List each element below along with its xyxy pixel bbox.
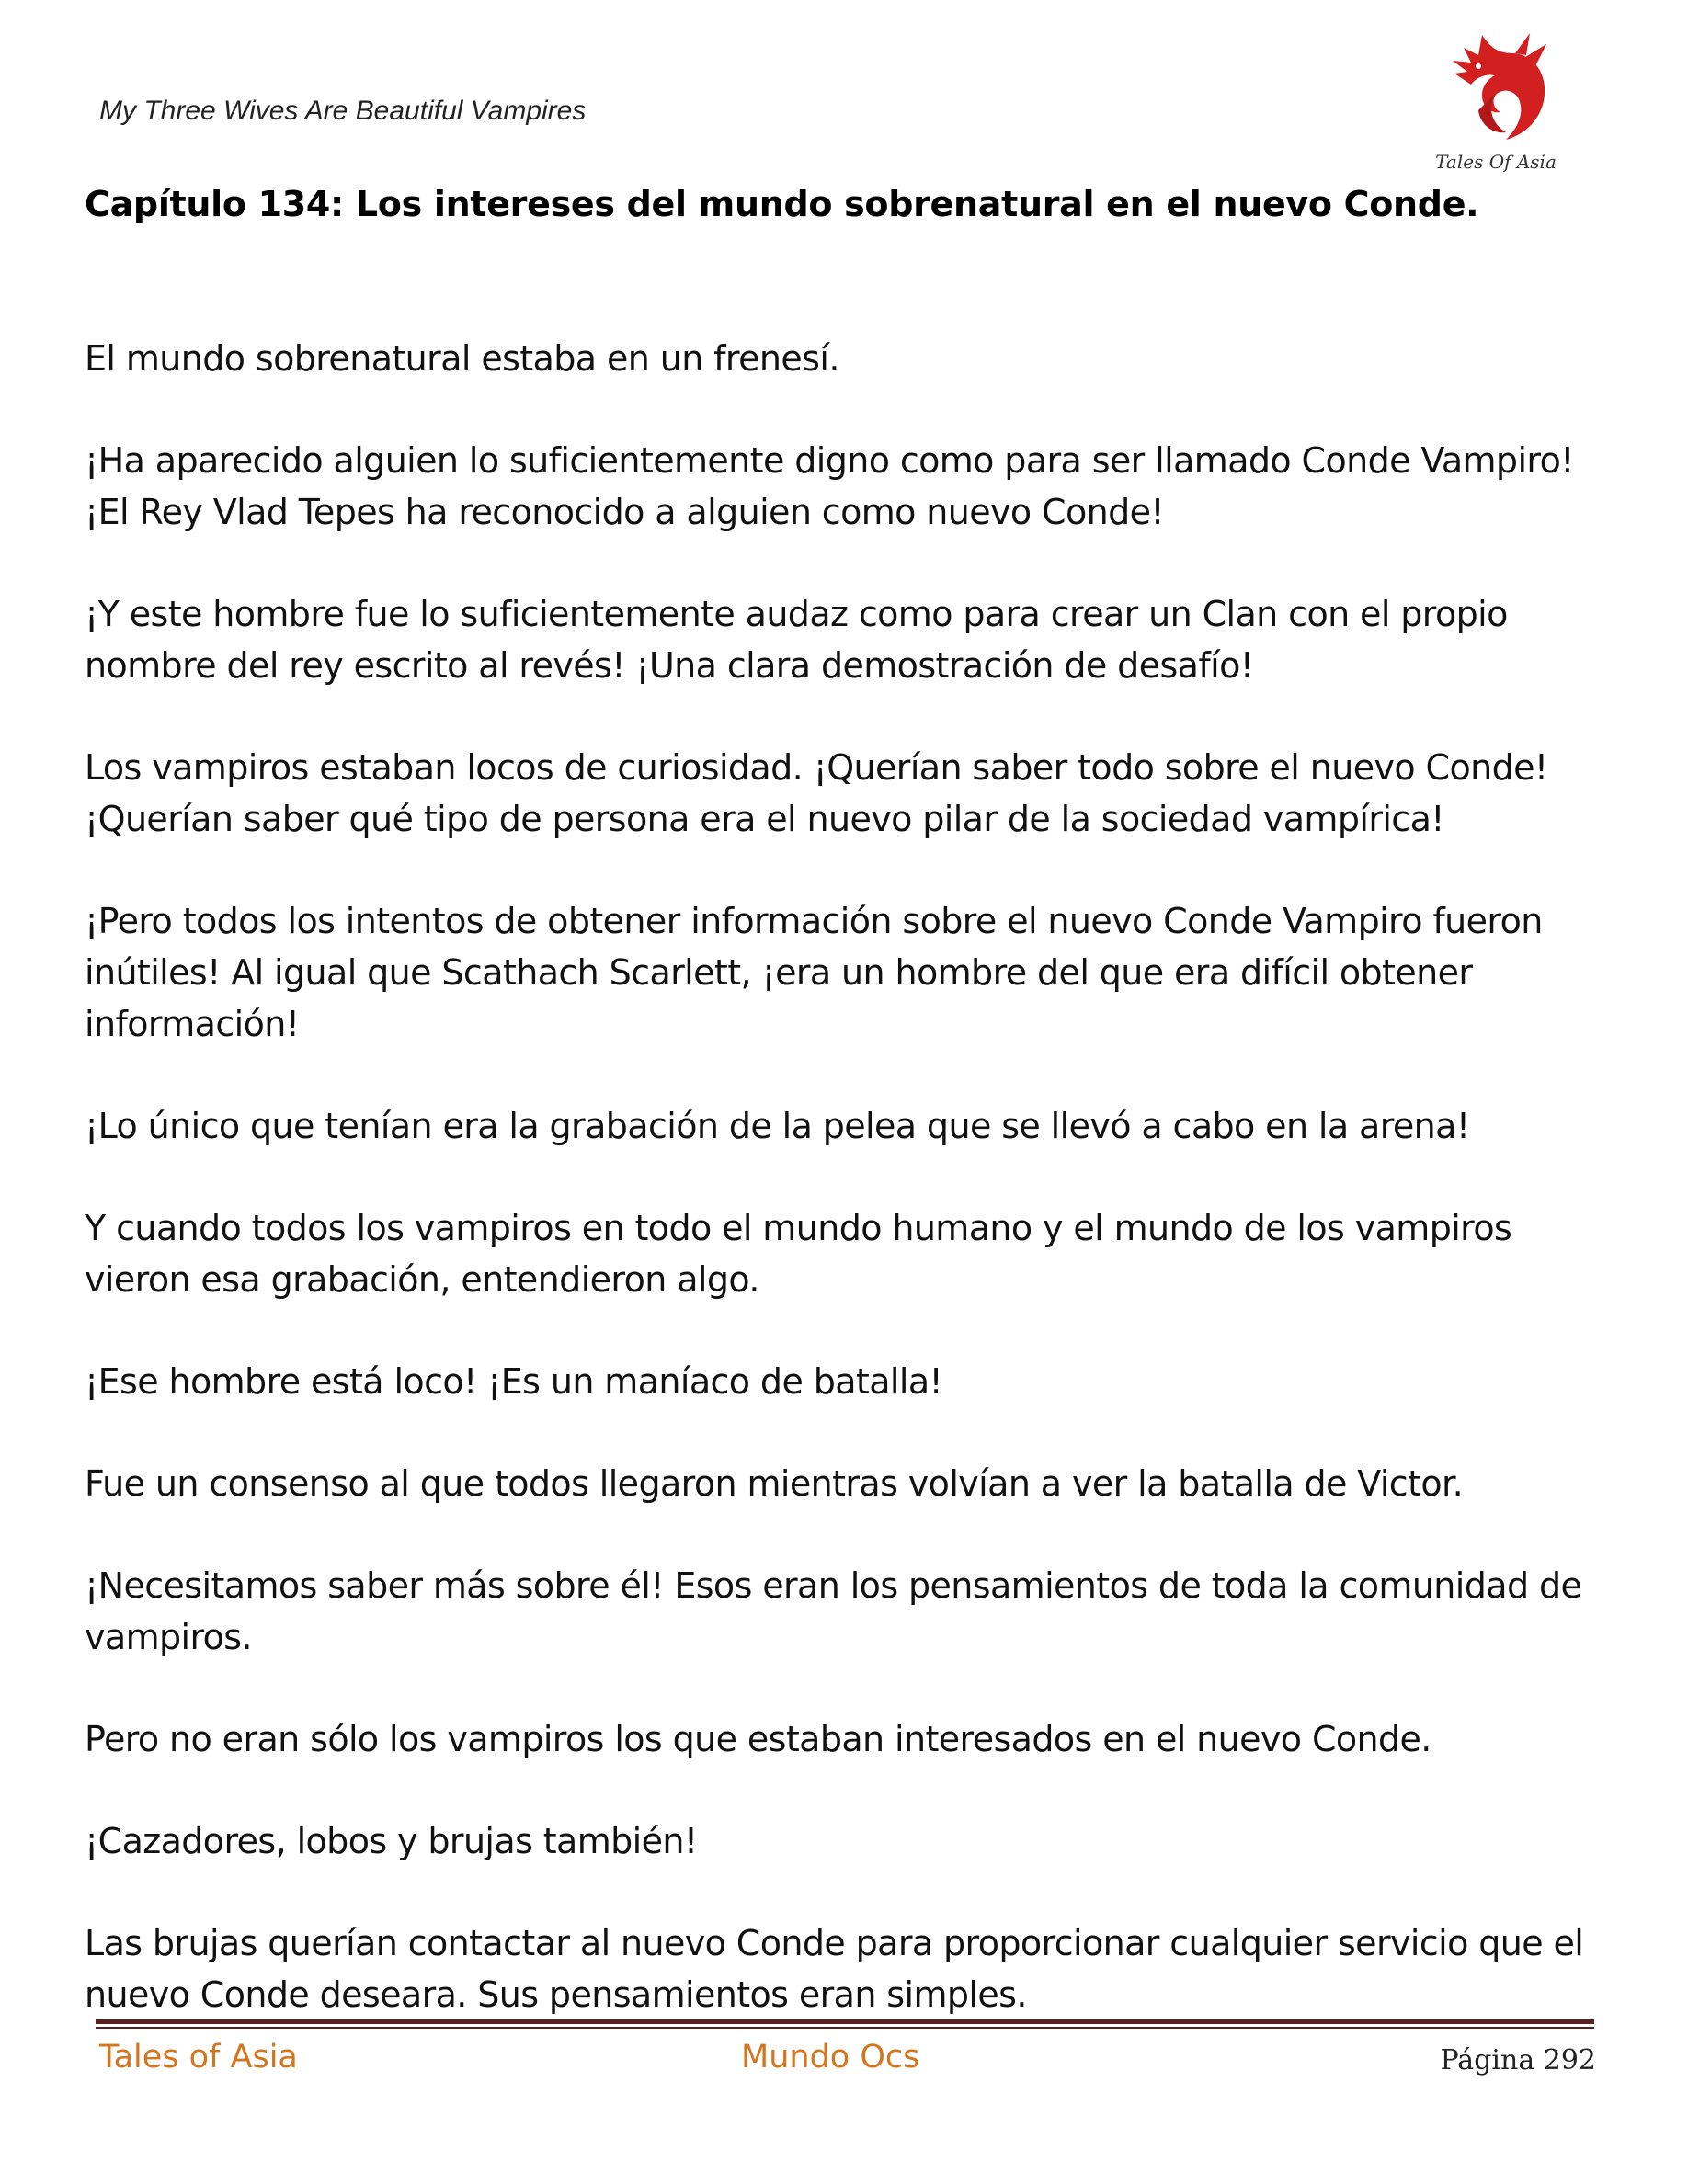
- paragraph: ¡Cazadores, lobos y brujas también!: [85, 1821, 698, 1861]
- dragon-logo-icon: [1427, 17, 1565, 182]
- page-number: Página 292: [1440, 2044, 1596, 2076]
- chapter-body: [85, 333, 1611, 2019]
- paragraph: Fue un consenso al que todos llegaron mientras volvían a ver la batalla de Victor.: [85, 1463, 1464, 1504]
- footer-section-name: Mundo Ocs: [741, 2039, 920, 2076]
- paragraph: ¡Lo único que tenían era la grabación de la pelea que se llevó a cabo en la arena!: [85, 1106, 1470, 1146]
- paragraph: Pero no eran sólo los vampiros los que estaban interesados en el nuevo Conde.: [85, 1719, 1431, 1759]
- footer-divider-thin: [96, 2027, 1594, 2029]
- paragraph: El mundo sobrenatural estaba en un frenesí.: [85, 338, 839, 379]
- paragraph: ¡Pero todos los intentos de obtener información sobre el nuevo Conde Vampiro fueron inútiles! Al igual que Scathach Scarlett, ¡era un hombre del que era difícil obtener información!: [85, 901, 1543, 1044]
- paragraph: Los vampiros estaban locos de curiosidad. ¡Querían saber todo sobre el nuevo Conde! ¡Querían saber qué tipo de persona era el nuevo pilar de la sociedad vampírica!: [85, 747, 1548, 839]
- footer-divider: [96, 2019, 1594, 2024]
- footer-site-name: Tales of Asia: [99, 2039, 298, 2076]
- paragraph: ¡Ese hombre está loco! ¡Es un maníaco de batalla!: [85, 1361, 943, 1402]
- paragraph: Y cuando todos los vampiros en todo el mundo humano y el mundo de los vampiros vieron esa grabación, entendieron algo.: [85, 1208, 1512, 1300]
- paragraph: ¡Y este hombre fue lo suficientemente audaz como para crear un Clan con el propio nombre del rey escrito al revés! ¡Una clara demostración de desafío!: [85, 594, 1508, 686]
- paragraph: Las brujas querían contactar al nuevo Conde para proporcionar cualquier servicio que el nuevo Conde deseara. Sus pensamientos eran simples.: [85, 1923, 1584, 2015]
- document-header-title: My Three Wives Are Beautiful Vampires: [99, 96, 587, 126]
- paragraph: ¡Ha aparecido alguien lo suficientemente digno como para ser llamado Conde Vampiro! ¡El Rey Vlad Tepes ha reconocido a alguien como nuevo Conde!: [85, 440, 1574, 532]
- chapter-title: Capítulo 134: Los intereses del mundo sobrenatural en el nuevo Conde.: [85, 184, 1479, 224]
- tales-of-asia-logo: [1427, 17, 1565, 182]
- logo-text: Tales Of Asia: [1435, 151, 1557, 173]
- paragraph: ¡Necesitamos saber más sobre él! Esos eran los pensamientos de toda la comunidad de vampiros.: [85, 1565, 1582, 1657]
